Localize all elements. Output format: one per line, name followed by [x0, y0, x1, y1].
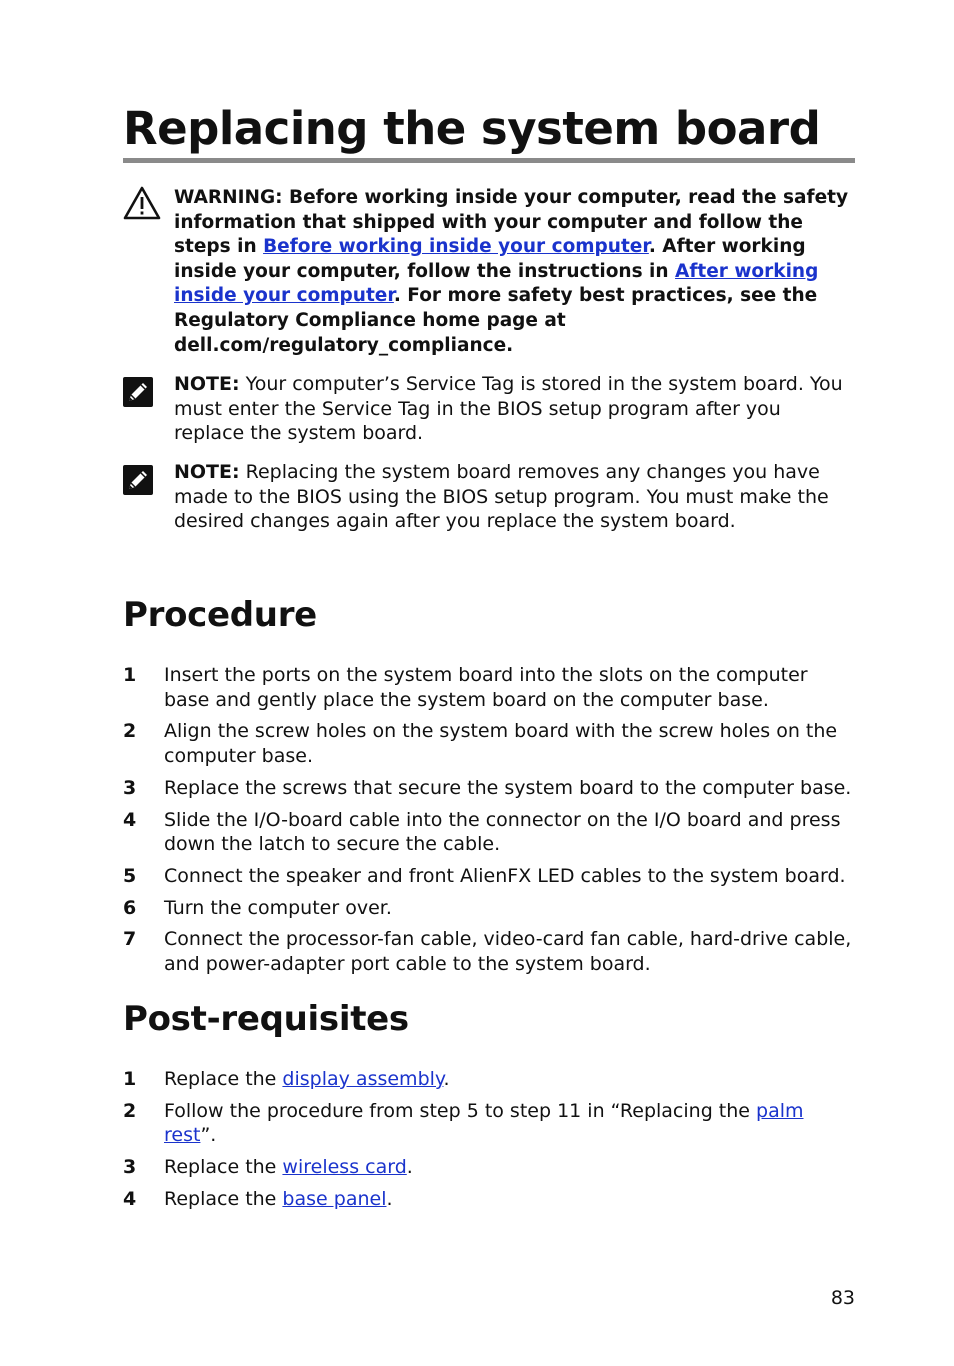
note-lead: NOTE:: [174, 373, 240, 395]
note-lead: NOTE:: [174, 461, 240, 483]
list-item: [123, 864, 855, 889]
step-text-part: .: [406, 1156, 413, 1179]
step-text: Slide the I/O-board cable into the connector on the I/O board and press down the latch to secure the cable.: [164, 808, 841, 856]
step-number: 6: [123, 896, 137, 919]
step-text: [164, 1099, 855, 1148]
warning-text-part: . For more safety best practices, see the Regulatory Compliance home page at dell.com/regulatory_compliance.: [174, 285, 818, 356]
list-item: [123, 1067, 855, 1092]
list-item: [123, 1099, 855, 1148]
list-item: [123, 663, 855, 712]
step-number: 1: [123, 1068, 137, 1090]
note-pencil-icon: [123, 377, 153, 411]
step-text: Insert the ports on the system board into the slots on the computer base and gently place the system board on the computer base.: [164, 664, 808, 711]
note-body: Replacing the system board removes any changes you have made to the BIOS using the BIOS setup program. You must make the desired changes again after you replace the system board.: [174, 461, 829, 533]
step-text-part: Replace the: [164, 1156, 283, 1179]
step-number: 3: [123, 776, 137, 799]
warning-text-part: WARNING: Before working inside your computer, read the safety information that shipped with your computer and follow the steps in: [174, 187, 849, 258]
step-text: [164, 1155, 855, 1180]
step-text: Align the screw holes on the system board with the screw holes on the computer base.: [164, 720, 838, 768]
before-working-link[interactable]: Before working inside your computer: [263, 236, 649, 258]
wireless-card-link[interactable]: wireless card: [282, 1156, 407, 1179]
step-text-part: Follow the procedure from step 5 to step 11 in “Replacing the: [164, 1099, 757, 1122]
step-number: 2: [123, 720, 137, 743]
warning-text: [174, 186, 855, 358]
warning-triangle-icon: [123, 186, 161, 224]
step-number: 1: [123, 664, 137, 686]
note-text: [174, 372, 855, 446]
step-text-part: ”.: [200, 1124, 217, 1147]
step-number: 7: [123, 928, 137, 951]
postrequisites-heading: Post-requisites: [123, 999, 409, 1039]
step-number: 5: [123, 864, 137, 887]
list-item: [123, 719, 855, 768]
step-text: Turn the computer over.: [164, 896, 392, 919]
step-text-part: Replace the: [164, 1068, 283, 1090]
step-text-part: .: [386, 1187, 393, 1210]
postrequisites-steps: [123, 1067, 855, 1212]
note-text: [174, 460, 855, 534]
list-item: [123, 808, 855, 857]
palm-rest-link[interactable]: palm rest: [164, 1099, 804, 1147]
list-item: [123, 896, 855, 921]
step-text: Connect the processor-fan cable, video-card fan cable, hard-drive cable, and power-adapter port cable to the system board.: [164, 928, 852, 976]
step-number: 4: [123, 1187, 137, 1210]
warning-text-part: . After working inside your computer, follow the instructions in: [174, 236, 806, 282]
step-text-part: Replace the: [164, 1187, 283, 1210]
step-text-part: .: [443, 1068, 450, 1090]
page-number: 83: [830, 1287, 855, 1309]
list-item: [123, 1155, 855, 1180]
note-pencil-icon: [123, 465, 153, 499]
list-item: [123, 776, 855, 801]
step-text: Replace the screws that secure the system board to the computer base.: [164, 776, 852, 799]
step-number: 3: [123, 1156, 137, 1179]
step-number: 4: [123, 808, 137, 831]
procedure-steps: [123, 663, 855, 977]
step-number: 2: [123, 1099, 137, 1122]
display-assembly-link[interactable]: display assembly: [282, 1068, 444, 1090]
list-item: [123, 1187, 855, 1212]
after-working-link[interactable]: After working inside your computer: [174, 260, 819, 307]
step-text: Connect the speaker and front AlienFX LED cables to the system board.: [164, 864, 846, 887]
page-title: Replacing the system board: [123, 100, 855, 163]
note-body: Your computer’s Service Tag is stored in the system board. You must enter the Service Tag in the BIOS setup program after you replace the system board.: [174, 373, 843, 445]
procedure-heading: Procedure: [123, 595, 317, 635]
base-panel-link[interactable]: base panel: [282, 1187, 387, 1210]
list-item: [123, 927, 855, 976]
step-text: [164, 1187, 855, 1212]
step-text: [164, 1067, 855, 1092]
